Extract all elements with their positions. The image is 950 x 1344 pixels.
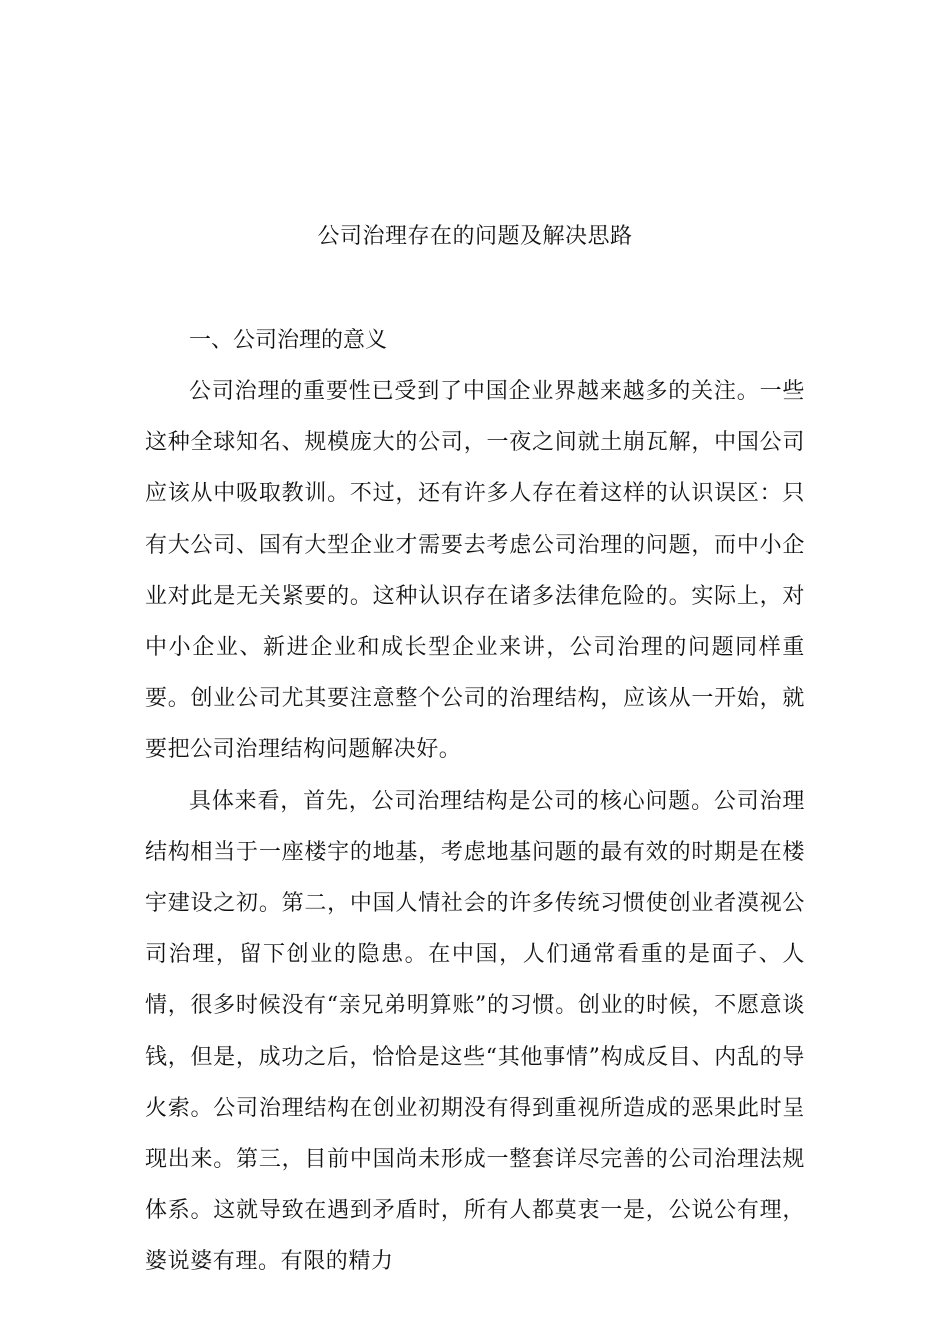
document-title: 公司治理存在的问题及解决思路	[317, 224, 633, 249]
paragraph-1: 公司治理的重要性已受到了中国企业界越来越多的关注。一些这种全球知名、规模庞大的公司，一夜之间就土崩瓦解，中国公司应该从中吸取教训。不过，还有许多人存在着这样的认识误区：只有大公司、国有大型企业才需要去考虑公司治理的问题，而中小企业对此是无关紧要的。这种认识存在诸多法律危险的。实际上，对中小企业、新进企业和成长型企业来讲，公司治理的问题同样重要。创业公司尤其要注意整个公司的治理结构，应该从一开始，就要把公司治理结构问题解决好。	[145, 379, 805, 763]
section-heading: 一、公司治理的意义	[189, 328, 388, 353]
paragraph-2: 具体来看，首先，公司治理结构是公司的核心问题。公司治理结构相当于一座楼宇的地基，考虑地基问题的最有效的时期是在楼宇建设之初。第二，中国人情社会的许多传统习惯使创业者漠视公司治理，留下创业的隐患。在中国，人们通常看重的是面子、人情，很多时候没有“亲兄弟明算账”的习惯。创业的时候，不愿意谈钱，但是，成功之后，恰恰是这些“其他事情”构成反目、内乱的导火索。公司治理结构在创业初期没有得到重视所造成的恶果此时呈现出来。第三，目前中国尚未形成一整套详尽完善的公司治理法规体系。这就导致在遇到矛盾时，所有人都莫衷一是，公说公有理，婆说婆有理。有限的精力	[145, 788, 805, 1275]
document-body	[145, 316, 805, 1288]
